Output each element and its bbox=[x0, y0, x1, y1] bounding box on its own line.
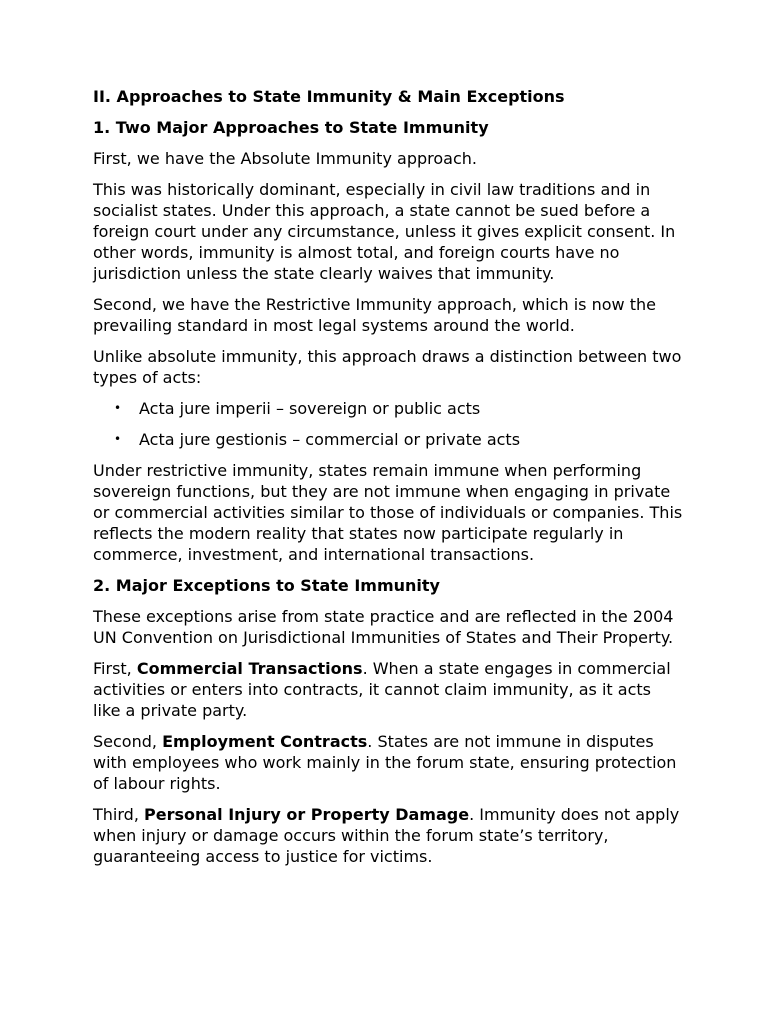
paragraph-absolute-intro: First, we have the Absolute Immunity approach. bbox=[93, 149, 477, 168]
exception-text: . When a state engages in commercial activities or enters into contracts, it cannot claim immunity, as it acts like a private party. bbox=[93, 659, 671, 720]
list-item-text: Acta jure gestionis – commercial or private acts bbox=[139, 430, 521, 449]
subheading-approaches: 1. Two Major Approaches to State Immunity bbox=[93, 118, 489, 137]
bullet-icon: • bbox=[114, 401, 122, 415]
exception-employment-contracts bbox=[93, 731, 683, 794]
exception-term: Personal Injury or Property Damage bbox=[143, 805, 470, 824]
exception-term: Employment Contracts bbox=[162, 732, 368, 751]
acts-list bbox=[93, 398, 683, 450]
list-item-text: Acta jure imperii – sovereign or public acts bbox=[139, 399, 481, 418]
section-heading: II. Approaches to State Immunity & Main Exceptions bbox=[93, 87, 565, 106]
list-item bbox=[93, 429, 683, 450]
paragraph-restrictive-intro: Second, we have the Restrictive Immunity approach, which is now the prevailing standard in most legal systems around the world. bbox=[93, 295, 656, 335]
exception-text: . States are not immune in disputes with employees who work mainly in the forum state, ensuring protection of labour rights. bbox=[93, 732, 677, 793]
exception-lead: Third, bbox=[93, 805, 144, 824]
exception-personal-injury bbox=[93, 804, 683, 867]
exception-term: Commercial Transactions bbox=[136, 659, 363, 678]
paragraph-absolute-description: This was historically dominant, especially in civil law traditions and in socialist states. Under this approach, a state cannot be sued before a foreign court under any circumstance, unless it gives explicit consent. In other words, immunity is almost total, and foreign courts have no jurisdiction unless the state clearly waives that immunity. bbox=[93, 180, 676, 283]
paragraph-exceptions-intro: These exceptions arise from state practice and are reflected in the 2004 UN Convention on Jurisdictional Immunities of States and Their Property. bbox=[93, 607, 674, 647]
exception-lead: Second, bbox=[93, 732, 163, 751]
paragraph-distinction: Unlike absolute immunity, this approach draws a distinction between two types of acts: bbox=[93, 347, 682, 387]
paragraph-restrictive-description: Under restrictive immunity, states remain immune when performing sovereign functions, but they are not immune when engaging in private or commercial activities similar to those of individuals or companies. This reflects the modern reality that states now participate regularly in commerce, investment, and international transactions. bbox=[93, 461, 683, 564]
document-body bbox=[93, 86, 683, 877]
exception-text: . Immunity does not apply when injury or damage occurs within the forum state’s territory, guaranteeing access to justice for victims. bbox=[93, 805, 680, 866]
exception-commercial-transactions bbox=[93, 658, 683, 721]
list-item bbox=[93, 398, 683, 419]
bullet-icon: • bbox=[114, 432, 122, 446]
subheading-exceptions: 2. Major Exceptions to State Immunity bbox=[93, 576, 440, 595]
exception-lead: First, bbox=[93, 659, 137, 678]
